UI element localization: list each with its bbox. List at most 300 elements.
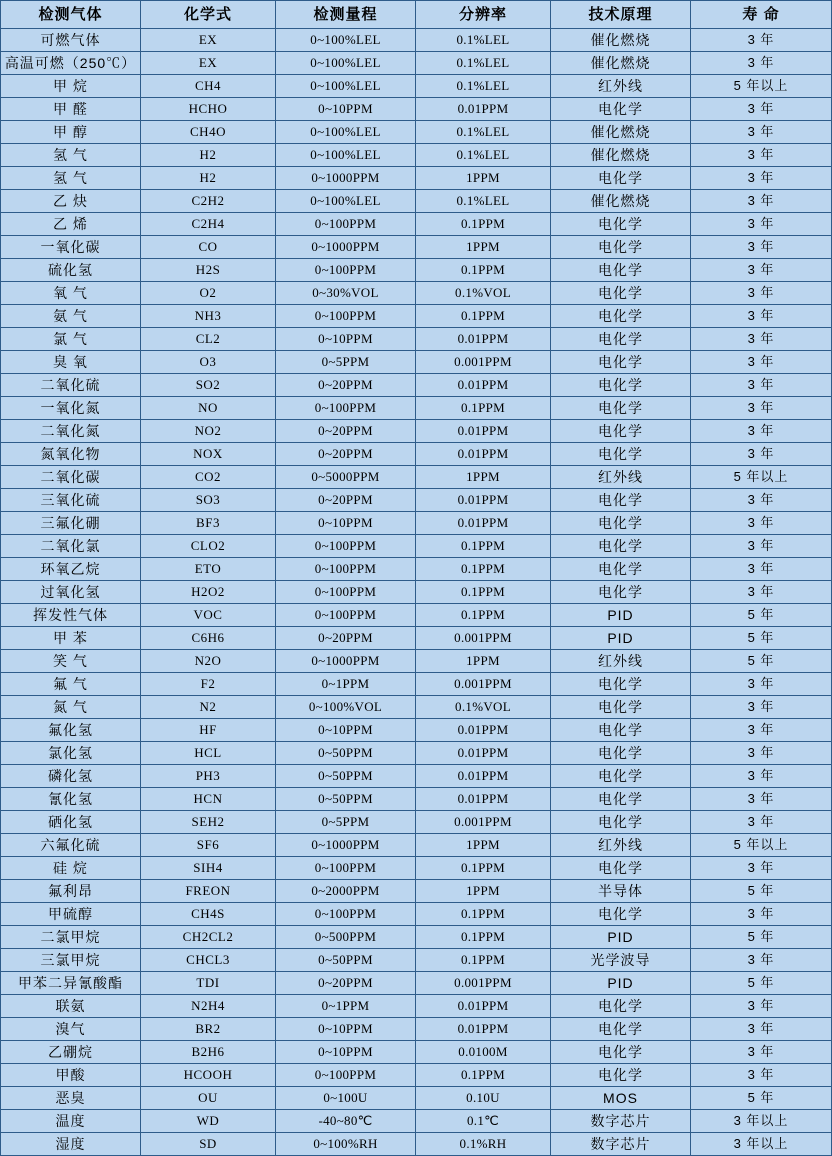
cell-formula: H2S <box>141 259 276 282</box>
cell-principle: 电化学 <box>551 98 691 121</box>
cell-range: 0~30%VOL <box>276 282 416 305</box>
cell-range: 0~10PPM <box>276 1018 416 1041</box>
table-row <box>1 259 832 282</box>
cell-lifetime: 5 年以上 <box>691 75 832 98</box>
cell-principle: 电化学 <box>551 765 691 788</box>
cell-principle: 电化学 <box>551 742 691 765</box>
cell-gas: 臭 氧 <box>1 351 141 374</box>
cell-formula: CLO2 <box>141 535 276 558</box>
header-row <box>1 1 832 29</box>
cell-principle: 电化学 <box>551 328 691 351</box>
cell-formula: SO2 <box>141 374 276 397</box>
cell-resolution: 0.01PPM <box>416 995 551 1018</box>
cell-range: 0~100%LEL <box>276 144 416 167</box>
cell-principle: 数字芯片 <box>551 1133 691 1156</box>
cell-lifetime: 3 年 <box>691 397 832 420</box>
cell-formula: N2 <box>141 696 276 719</box>
table-row <box>1 1110 832 1133</box>
cell-resolution: 0.001PPM <box>416 972 551 995</box>
cell-resolution: 1PPM <box>416 834 551 857</box>
cell-range: 0~10PPM <box>276 328 416 351</box>
cell-principle: 电化学 <box>551 788 691 811</box>
cell-resolution: 0.01PPM <box>416 374 551 397</box>
cell-principle: 电化学 <box>551 903 691 926</box>
cell-resolution: 0.1PPM <box>416 903 551 926</box>
cell-resolution: 0.1PPM <box>416 213 551 236</box>
cell-resolution: 0.01PPM <box>416 742 551 765</box>
cell-resolution: 0.10U <box>416 1087 551 1110</box>
cell-gas: 三氟化硼 <box>1 512 141 535</box>
cell-range: 0~20PPM <box>276 443 416 466</box>
cell-principle: 半导体 <box>551 880 691 903</box>
cell-formula: NO2 <box>141 420 276 443</box>
cell-gas: 硫化氢 <box>1 259 141 282</box>
table-row <box>1 190 832 213</box>
cell-resolution: 0.01PPM <box>416 788 551 811</box>
cell-formula: OU <box>141 1087 276 1110</box>
cell-lifetime: 3 年 <box>691 995 832 1018</box>
cell-range: 0~10PPM <box>276 512 416 535</box>
cell-resolution: 1PPM <box>416 236 551 259</box>
cell-gas: 氟利昂 <box>1 880 141 903</box>
table-row <box>1 696 832 719</box>
table-row <box>1 512 832 535</box>
cell-lifetime: 3 年 <box>691 489 832 512</box>
cell-lifetime: 3 年 <box>691 903 832 926</box>
cell-formula: CH4S <box>141 903 276 926</box>
cell-lifetime: 3 年 <box>691 351 832 374</box>
cell-gas: 乙 炔 <box>1 190 141 213</box>
cell-formula: CH2CL2 <box>141 926 276 949</box>
table-row <box>1 328 832 351</box>
cell-gas: 氯化氢 <box>1 742 141 765</box>
cell-formula: TDI <box>141 972 276 995</box>
cell-lifetime: 5 年 <box>691 880 832 903</box>
cell-resolution: 0.1%VOL <box>416 282 551 305</box>
cell-principle: 红外线 <box>551 466 691 489</box>
cell-resolution: 0.1PPM <box>416 581 551 604</box>
cell-gas: 一氧化碳 <box>1 236 141 259</box>
cell-formula: CO2 <box>141 466 276 489</box>
cell-resolution: 0.01PPM <box>416 1018 551 1041</box>
cell-resolution: 0.01PPM <box>416 328 551 351</box>
cell-range: 0~10PPM <box>276 719 416 742</box>
cell-gas: 甲苯二异氰酸酯 <box>1 972 141 995</box>
cell-gas: 氨 气 <box>1 305 141 328</box>
cell-principle: 电化学 <box>551 581 691 604</box>
cell-lifetime: 3 年 <box>691 282 832 305</box>
table-row <box>1 627 832 650</box>
cell-formula: C2H2 <box>141 190 276 213</box>
cell-lifetime: 3 年 <box>691 236 832 259</box>
cell-resolution: 0.1PPM <box>416 1064 551 1087</box>
cell-gas: 挥发性气体 <box>1 604 141 627</box>
table-row <box>1 466 832 489</box>
table-row <box>1 765 832 788</box>
cell-range: 0~20PPM <box>276 374 416 397</box>
cell-gas: 笑 气 <box>1 650 141 673</box>
cell-range: 0~100%RH <box>276 1133 416 1156</box>
cell-formula: N2O <box>141 650 276 673</box>
cell-gas: 溴气 <box>1 1018 141 1041</box>
cell-formula: HCN <box>141 788 276 811</box>
table-row <box>1 374 832 397</box>
cell-range: 0~10PPM <box>276 98 416 121</box>
cell-principle: 数字芯片 <box>551 1110 691 1133</box>
cell-lifetime: 5 年 <box>691 604 832 627</box>
table-row <box>1 1018 832 1041</box>
cell-principle: PID <box>551 972 691 995</box>
cell-resolution: 0.1%VOL <box>416 696 551 719</box>
cell-resolution: 0.1PPM <box>416 397 551 420</box>
cell-formula: SEH2 <box>141 811 276 834</box>
cell-gas: 高温可燃（250℃） <box>1 52 141 75</box>
cell-principle: 电化学 <box>551 995 691 1018</box>
cell-lifetime: 5 年 <box>691 972 832 995</box>
table-row <box>1 29 832 52</box>
cell-resolution: 0.1%RH <box>416 1133 551 1156</box>
cell-range: 0~50PPM <box>276 765 416 788</box>
cell-gas: 硒化氢 <box>1 811 141 834</box>
cell-formula: SF6 <box>141 834 276 857</box>
cell-formula: O3 <box>141 351 276 374</box>
table-row <box>1 995 832 1018</box>
cell-gas: 氧 气 <box>1 282 141 305</box>
column-header-resolution: 分辨率 <box>416 1 551 29</box>
cell-range: 0~100%LEL <box>276 121 416 144</box>
table-body <box>1 29 832 1156</box>
cell-lifetime: 3 年 <box>691 765 832 788</box>
table-row <box>1 949 832 972</box>
cell-range: 0~100U <box>276 1087 416 1110</box>
cell-formula: NOX <box>141 443 276 466</box>
cell-lifetime: 3 年 <box>691 949 832 972</box>
cell-formula: H2 <box>141 167 276 190</box>
table-row <box>1 167 832 190</box>
cell-resolution: 0.1%LEL <box>416 190 551 213</box>
cell-gas: 氟 气 <box>1 673 141 696</box>
cell-lifetime: 3 年 <box>691 144 832 167</box>
cell-range: 0~100PPM <box>276 604 416 627</box>
cell-range: 0~1000PPM <box>276 167 416 190</box>
table-row <box>1 144 832 167</box>
cell-principle: 电化学 <box>551 420 691 443</box>
table-row <box>1 857 832 880</box>
cell-resolution: 0.001PPM <box>416 627 551 650</box>
cell-range: 0~5000PPM <box>276 466 416 489</box>
table-row <box>1 236 832 259</box>
table-row <box>1 282 832 305</box>
table-row <box>1 121 832 144</box>
column-header-formula: 化学式 <box>141 1 276 29</box>
cell-range: 0~1000PPM <box>276 236 416 259</box>
cell-gas: 氰化氢 <box>1 788 141 811</box>
table-row <box>1 673 832 696</box>
cell-gas: 可燃气体 <box>1 29 141 52</box>
table-header <box>1 1 832 29</box>
cell-lifetime: 3 年 <box>691 305 832 328</box>
cell-range: 0~100%LEL <box>276 52 416 75</box>
cell-principle: 催化燃烧 <box>551 144 691 167</box>
cell-formula: FREON <box>141 880 276 903</box>
cell-range: 0~20PPM <box>276 627 416 650</box>
cell-principle: 电化学 <box>551 535 691 558</box>
cell-range: 0~100PPM <box>276 857 416 880</box>
cell-principle: 电化学 <box>551 351 691 374</box>
cell-range: 0~2000PPM <box>276 880 416 903</box>
cell-principle: PID <box>551 627 691 650</box>
table-row <box>1 1133 832 1156</box>
cell-resolution: 0.1PPM <box>416 259 551 282</box>
cell-lifetime: 3 年 <box>691 190 832 213</box>
cell-formula: EX <box>141 29 276 52</box>
cell-resolution: 0.1PPM <box>416 949 551 972</box>
table-row <box>1 742 832 765</box>
cell-range: 0~50PPM <box>276 949 416 972</box>
cell-principle: 电化学 <box>551 213 691 236</box>
table-row <box>1 880 832 903</box>
cell-gas: 氟化氢 <box>1 719 141 742</box>
cell-gas: 甲硫醇 <box>1 903 141 926</box>
cell-formula: F2 <box>141 673 276 696</box>
cell-formula: SO3 <box>141 489 276 512</box>
table-row <box>1 604 832 627</box>
cell-lifetime: 5 年以上 <box>691 834 832 857</box>
cell-formula: SIH4 <box>141 857 276 880</box>
cell-formula: PH3 <box>141 765 276 788</box>
cell-resolution: 0.01PPM <box>416 512 551 535</box>
cell-lifetime: 3 年 <box>691 374 832 397</box>
cell-principle: 催化燃烧 <box>551 52 691 75</box>
cell-resolution: 0.1%LEL <box>416 52 551 75</box>
table-row <box>1 420 832 443</box>
cell-principle: 电化学 <box>551 696 691 719</box>
cell-formula: NH3 <box>141 305 276 328</box>
cell-formula: WD <box>141 1110 276 1133</box>
cell-resolution: 0.1%LEL <box>416 29 551 52</box>
cell-gas: 乙硼烷 <box>1 1041 141 1064</box>
cell-resolution: 1PPM <box>416 880 551 903</box>
cell-principle: 红外线 <box>551 650 691 673</box>
table-row <box>1 1064 832 1087</box>
cell-range: 0~100PPM <box>276 581 416 604</box>
cell-gas: 甲 醛 <box>1 98 141 121</box>
cell-lifetime: 3 年 <box>691 1041 832 1064</box>
cell-range: 0~20PPM <box>276 972 416 995</box>
cell-gas: 恶臭 <box>1 1087 141 1110</box>
cell-principle: 催化燃烧 <box>551 190 691 213</box>
cell-principle: 电化学 <box>551 1041 691 1064</box>
cell-lifetime: 3 年 <box>691 1018 832 1041</box>
cell-formula: SD <box>141 1133 276 1156</box>
cell-range: 0~100%LEL <box>276 75 416 98</box>
table-row <box>1 1041 832 1064</box>
cell-range: 0~100%VOL <box>276 696 416 719</box>
cell-resolution: 0.01PPM <box>416 443 551 466</box>
table-row <box>1 788 832 811</box>
cell-range: 0~50PPM <box>276 788 416 811</box>
cell-principle: 电化学 <box>551 236 691 259</box>
cell-resolution: 0.01PPM <box>416 719 551 742</box>
cell-gas: 硅 烷 <box>1 857 141 880</box>
cell-principle: 电化学 <box>551 719 691 742</box>
cell-principle: 电化学 <box>551 857 691 880</box>
cell-gas: 氮 气 <box>1 696 141 719</box>
cell-range: 0~1PPM <box>276 995 416 1018</box>
cell-resolution: 0.1%LEL <box>416 75 551 98</box>
cell-range: 0~100PPM <box>276 305 416 328</box>
cell-gas: 六氟化硫 <box>1 834 141 857</box>
cell-gas: 氢 气 <box>1 144 141 167</box>
cell-range: 0~100PPM <box>276 259 416 282</box>
cell-lifetime: 5 年 <box>691 926 832 949</box>
cell-gas: 一氧化氮 <box>1 397 141 420</box>
cell-formula: H2O2 <box>141 581 276 604</box>
cell-lifetime: 3 年 <box>691 742 832 765</box>
cell-range: 0~100%LEL <box>276 190 416 213</box>
cell-gas: 氮氧化物 <box>1 443 141 466</box>
cell-resolution: 0.001PPM <box>416 351 551 374</box>
cell-principle: 电化学 <box>551 259 691 282</box>
cell-gas: 环氧乙烷 <box>1 558 141 581</box>
cell-lifetime: 3 年 <box>691 443 832 466</box>
cell-gas: 二氧化氯 <box>1 535 141 558</box>
cell-formula: NO <box>141 397 276 420</box>
table-row <box>1 581 832 604</box>
cell-principle: 电化学 <box>551 397 691 420</box>
cell-formula: CHCL3 <box>141 949 276 972</box>
cell-principle: 电化学 <box>551 1018 691 1041</box>
cell-gas: 三氧化硫 <box>1 489 141 512</box>
cell-formula: HCHO <box>141 98 276 121</box>
table-row <box>1 650 832 673</box>
table-row <box>1 558 832 581</box>
cell-lifetime: 5 年以上 <box>691 466 832 489</box>
cell-principle: 电化学 <box>551 282 691 305</box>
cell-lifetime: 5 年 <box>691 650 832 673</box>
cell-formula: BF3 <box>141 512 276 535</box>
cell-resolution: 0.1%LEL <box>416 144 551 167</box>
cell-principle: 红外线 <box>551 834 691 857</box>
table-row <box>1 535 832 558</box>
cell-lifetime: 3 年 <box>691 259 832 282</box>
cell-range: 0~20PPM <box>276 489 416 512</box>
cell-formula: O2 <box>141 282 276 305</box>
cell-principle: 红外线 <box>551 75 691 98</box>
cell-resolution: 1PPM <box>416 167 551 190</box>
cell-principle: 电化学 <box>551 489 691 512</box>
cell-resolution: 0.1℃ <box>416 1110 551 1133</box>
cell-gas: 甲 烷 <box>1 75 141 98</box>
cell-principle: 电化学 <box>551 512 691 535</box>
table-row <box>1 489 832 512</box>
cell-resolution: 0.1PPM <box>416 558 551 581</box>
cell-formula: EX <box>141 52 276 75</box>
cell-lifetime: 3 年 <box>691 811 832 834</box>
cell-lifetime: 3 年 <box>691 213 832 236</box>
cell-formula: HCL <box>141 742 276 765</box>
cell-resolution: 0.001PPM <box>416 673 551 696</box>
cell-lifetime: 3 年以上 <box>691 1110 832 1133</box>
cell-formula: CL2 <box>141 328 276 351</box>
cell-resolution: 0.1%LEL <box>416 121 551 144</box>
table-row <box>1 811 832 834</box>
cell-principle: 电化学 <box>551 1064 691 1087</box>
column-header-range: 检测量程 <box>276 1 416 29</box>
table-row <box>1 75 832 98</box>
cell-resolution: 0.0100M <box>416 1041 551 1064</box>
cell-formula: B2H6 <box>141 1041 276 1064</box>
table-row <box>1 903 832 926</box>
cell-principle: PID <box>551 604 691 627</box>
table-row <box>1 1087 832 1110</box>
cell-range: 0~1000PPM <box>276 650 416 673</box>
cell-formula: CH4 <box>141 75 276 98</box>
cell-principle: PID <box>551 926 691 949</box>
cell-lifetime: 3 年 <box>691 167 832 190</box>
cell-lifetime: 3 年 <box>691 788 832 811</box>
cell-resolution: 0.01PPM <box>416 489 551 512</box>
table-row <box>1 719 832 742</box>
cell-lifetime: 3 年 <box>691 696 832 719</box>
cell-formula: CH4O <box>141 121 276 144</box>
cell-formula: BR2 <box>141 1018 276 1041</box>
cell-gas: 过氧化氢 <box>1 581 141 604</box>
table-row <box>1 52 832 75</box>
cell-resolution: 0.1PPM <box>416 535 551 558</box>
cell-range: 0~100%LEL <box>276 29 416 52</box>
cell-formula: CO <box>141 236 276 259</box>
cell-gas: 三氯甲烷 <box>1 949 141 972</box>
cell-lifetime: 5 年 <box>691 1087 832 1110</box>
cell-range: 0~20PPM <box>276 420 416 443</box>
table-row <box>1 443 832 466</box>
cell-lifetime: 3 年 <box>691 121 832 144</box>
cell-principle: 电化学 <box>551 558 691 581</box>
cell-lifetime: 5 年 <box>691 627 832 650</box>
cell-lifetime: 3 年 <box>691 328 832 351</box>
cell-gas: 甲酸 <box>1 1064 141 1087</box>
cell-gas: 甲 苯 <box>1 627 141 650</box>
cell-range: 0~1000PPM <box>276 834 416 857</box>
cell-gas: 二氧化碳 <box>1 466 141 489</box>
cell-lifetime: 3 年 <box>691 673 832 696</box>
cell-lifetime: 3 年 <box>691 535 832 558</box>
cell-gas: 湿度 <box>1 1133 141 1156</box>
cell-formula: HF <box>141 719 276 742</box>
cell-lifetime: 3 年 <box>691 52 832 75</box>
cell-principle: 电化学 <box>551 811 691 834</box>
cell-gas: 乙 烯 <box>1 213 141 236</box>
cell-principle: 光学波导 <box>551 949 691 972</box>
cell-range: 0~1PPM <box>276 673 416 696</box>
cell-lifetime: 3 年 <box>691 558 832 581</box>
cell-lifetime: 3 年 <box>691 719 832 742</box>
table-row <box>1 305 832 328</box>
cell-formula: C6H6 <box>141 627 276 650</box>
cell-range: 0~100PPM <box>276 1064 416 1087</box>
table-row <box>1 397 832 420</box>
cell-lifetime: 3 年 <box>691 420 832 443</box>
cell-gas: 二氧化氮 <box>1 420 141 443</box>
cell-resolution: 0.01PPM <box>416 420 551 443</box>
cell-gas: 二氧化硫 <box>1 374 141 397</box>
cell-resolution: 0.1PPM <box>416 604 551 627</box>
cell-principle: 电化学 <box>551 374 691 397</box>
cell-range: 0~500PPM <box>276 926 416 949</box>
cell-range: 0~100PPM <box>276 558 416 581</box>
table-row <box>1 351 832 374</box>
